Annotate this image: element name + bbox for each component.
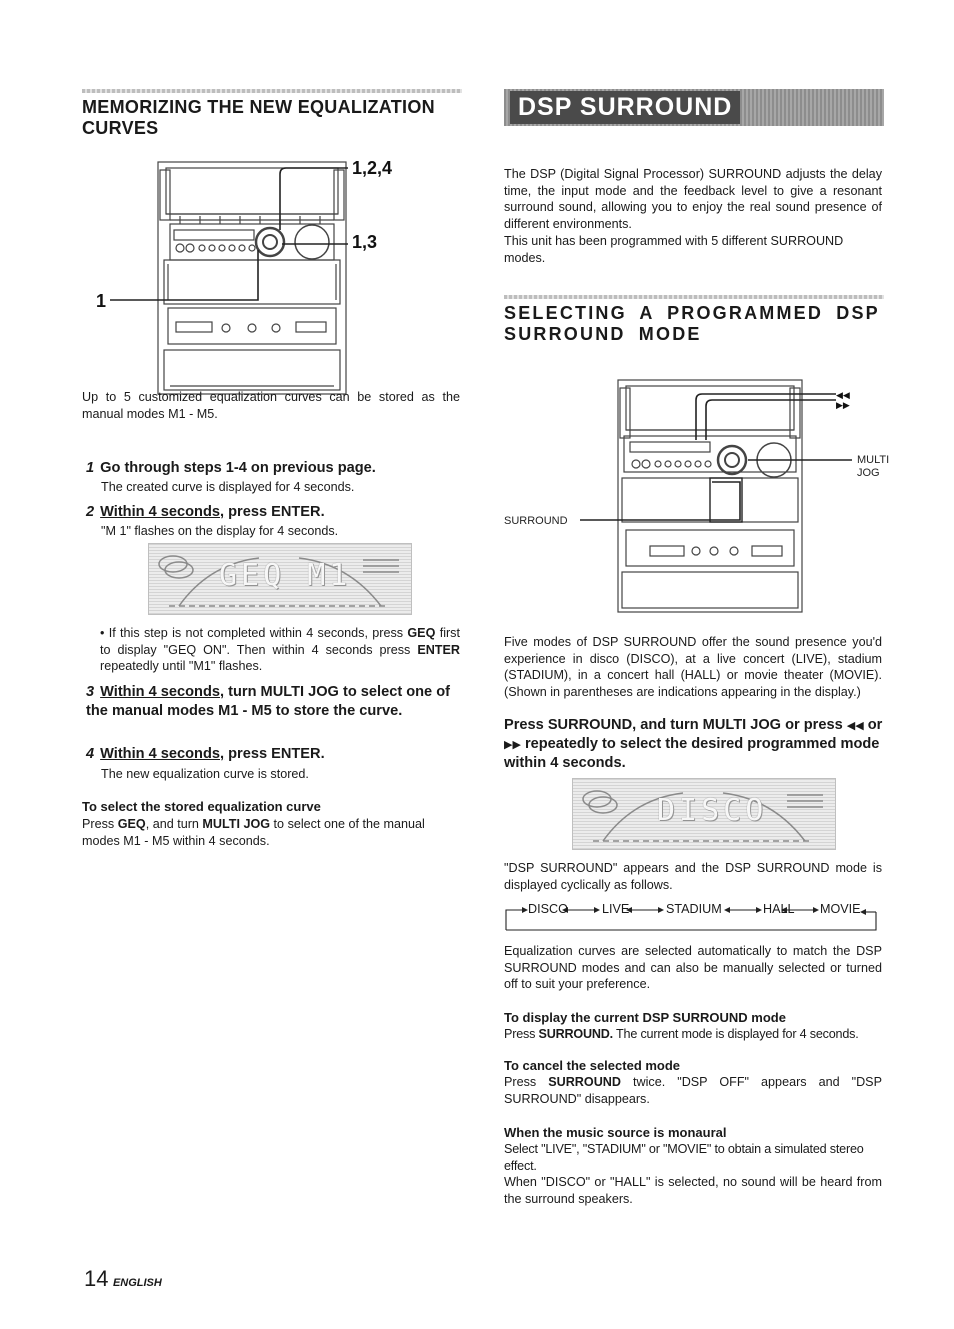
multi-jog-label-1: MULTI: [857, 454, 890, 466]
appears-paragraph: "DSP SURROUND" appears and the DSP SURROUND mode is displayed cyclically as follows.: [504, 861, 882, 892]
note-text: • If this step is not completed within 4 seconds, press: [100, 626, 408, 640]
step-number: 4: [86, 746, 95, 762]
instruction-text: Press SURROUND, and turn MULTI JOG or press: [504, 717, 847, 733]
bold-text: GEQ: [117, 817, 146, 831]
bold-text: SURROUND: [548, 1075, 621, 1089]
step-title-rest: press ENTER.: [224, 746, 325, 762]
instruction-heading: [504, 716, 884, 773]
dsp-intro-2: This unit has been programmed with 5 different SURROUND modes.: [504, 234, 844, 265]
step-title-rest: turn MULTI JOG to select one of the manual modes M1 - M5 to store the curve.: [86, 684, 451, 719]
mode-disco: DISCO: [528, 902, 568, 916]
eq-note-paragraph: Equalization curves are selected automatically to match the DSP SURROUND modes and can also be manually selected or turned off to suit your preference.: [504, 944, 882, 992]
note-paragraph: [100, 625, 460, 675]
step-4-title: [86, 745, 466, 764]
page-language: ENGLISH: [112, 1277, 162, 1289]
step-number: 3: [86, 684, 95, 700]
display-text: GEQ M1: [219, 558, 352, 593]
text: , and turn: [145, 817, 203, 831]
note-bold: GEQ: [407, 626, 436, 640]
section-rule-right: [504, 295, 884, 299]
step-2-title: [86, 503, 466, 522]
step-1-desc: The created curve is displayed for 4 seconds.: [101, 480, 355, 494]
cancel-body: [504, 1074, 882, 1107]
callout-1: 1: [96, 291, 107, 311]
step-number: 2: [86, 504, 95, 520]
step-1-title: [86, 459, 466, 478]
mode-stadium: STADIUM: [666, 902, 722, 916]
display-disco: [572, 778, 836, 850]
note-text: first to display "GEQ ON". Then within 4 seconds press: [100, 626, 460, 657]
step-number: 1: [86, 460, 95, 476]
page-footer: [84, 1266, 162, 1292]
section-heading-selecting: SELECTING A PROGRAMMED DSP SURROUND MODE: [504, 303, 880, 344]
text: twice. "DSP OFF" appears and "DSP SURROUND" disappears.: [504, 1075, 882, 1106]
stored-curve-heading: To select the stored equalization curve: [82, 799, 321, 814]
text: Press: [82, 817, 118, 831]
monaural-body-2: When "DISCO" or "HALL" is selected, no sound will be heard from the surround speakers.: [504, 1175, 882, 1206]
step-title-text: Go through steps 1-4 on previous page.: [100, 460, 376, 476]
bold-text: MULTI JOG: [202, 817, 271, 831]
step-underlined-text: Within 4 seconds,: [100, 746, 225, 762]
surround-label: SURROUND: [504, 515, 568, 527]
display-text: DISCO: [657, 793, 768, 828]
display-mode-body: [504, 1026, 888, 1043]
dsp-surround-banner: [504, 89, 884, 126]
step-underlined-text: Within 4 seconds,: [100, 504, 225, 520]
monaural-heading: When the music source is monaural: [504, 1125, 727, 1140]
text: The current mode is displayed for 4 seconds.: [612, 1027, 859, 1041]
page-number: 14: [84, 1266, 109, 1291]
section-rule-left: [82, 89, 462, 93]
step-underlined-text: Within 4 seconds,: [100, 684, 225, 700]
step-3-title: [86, 683, 468, 721]
rewind-icon: ◀◀: [846, 719, 864, 732]
stored-curve-body: [82, 816, 462, 849]
mode-movie: MOVIE: [820, 902, 861, 916]
stereo-unit-diagram-2: [500, 378, 900, 618]
intro-paragraph-left: Up to 5 customized equalization curves can be stored as the manual modes M1 - M5.: [82, 390, 460, 421]
banner-title: DSP SURROUND: [510, 91, 740, 124]
instruction-text: or: [863, 717, 883, 733]
text: Press: [504, 1075, 549, 1089]
five-modes-paragraph: Five modes of DSP SURROUND offer the sound presence you'd experience in disco (DISCO), at a live concert (LIVE), stadium (STADIUM), in a concert hall (HALL) or movie theater (MOVIE). (Shown in parentheses are indications appearing in the display.): [504, 635, 882, 699]
instruction-text: repeatedly to select the desired programmed mode within 4 seconds.: [504, 736, 880, 771]
monaural-body-1: Select "LIVE", "STADIUM" or "MOVIE" to obtain a simulated stereo effect.: [504, 1142, 864, 1173]
fast-forward-icon: ▶▶: [504, 738, 521, 751]
display-mode-heading: To display the current DSP SURROUND mode: [504, 1010, 786, 1025]
note-text: repeatedly until "M1" flashes.: [100, 659, 263, 674]
step-2-desc: "M 1" flashes on the display for 4 seconds.: [101, 524, 339, 538]
step-4-desc: The new equalization curve is stored.: [101, 767, 309, 781]
bold-text: SURROUND.: [538, 1027, 613, 1041]
text: Press: [504, 1027, 539, 1041]
mode-hall: HALL: [763, 902, 795, 916]
display-geq-m1: [148, 543, 412, 615]
callout-1-3: 1,3: [352, 232, 378, 252]
dsp-intro-1: The DSP (Digital Signal Processor) SURROUND adjusts the delay time, the input mode and the feedback level to give a resonant surround sound, allowing you to enjoy the real sound presence of different environments.: [504, 167, 882, 231]
stereo-unit-diagram-1: [90, 150, 460, 400]
fast-forward-icon: ▶▶: [836, 401, 850, 411]
section-heading-memorizing: MEMORIZING THE NEW EQUALIZATION CURVES: [82, 97, 435, 138]
multi-jog-label-2: JOG: [857, 467, 880, 479]
step-title-rest: press ENTER.: [224, 504, 325, 520]
callout-1-2-4: 1,2,4: [352, 158, 393, 178]
text: to select one of the manual modes M1 - M5 within 4 seconds.: [82, 817, 425, 848]
mode-live: LIVE: [602, 902, 630, 916]
rewind-icon: ◀◀: [836, 391, 850, 401]
note-bold: ENTER: [417, 642, 460, 657]
mode-sequence: [504, 898, 884, 934]
cancel-heading: To cancel the selected mode: [504, 1058, 681, 1073]
